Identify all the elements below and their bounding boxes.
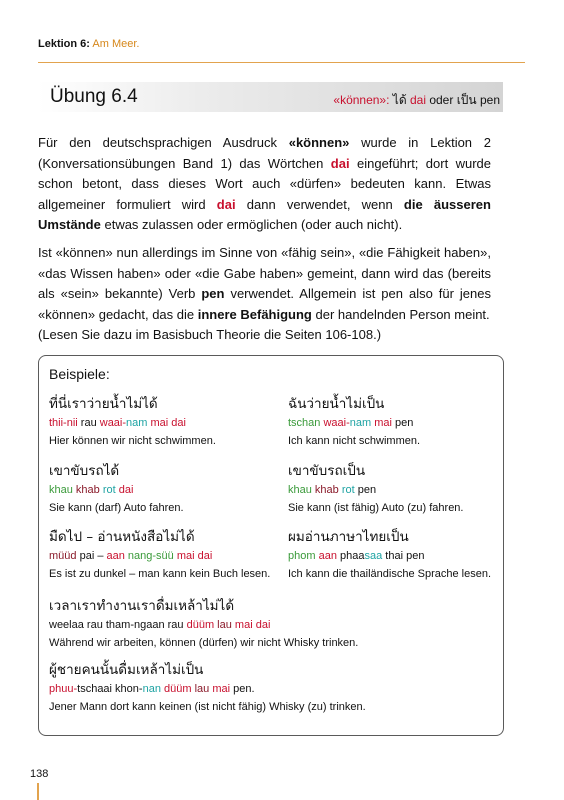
- example-1: ที่นี่เราว่ายน้ำไม่ได้ thii-nii rau waai-nam mai dai Hier können wir nicht schwimmen.: [49, 396, 216, 447]
- examples-title: Beispiele:: [49, 366, 110, 382]
- lesson-label: Lektion 6:: [38, 38, 90, 50]
- page-margin-mark: [37, 783, 39, 800]
- paragraph-pen: Ist «können» nun allerdings im Sinne von «fähig sein», «die Fähigkeit haben», «das Wissen haben» oder «die Gabe haben» gemeint, dann wird das (bereits als «sein» bekannte) Verb pen verwendet. Allgemein ist pen also für jenes «können» gedacht, das die innere Befähigung der handelnden Person meint. (Lesen Sie dazu im Basisbuch Theorie die Seiten 106-108.): [38, 245, 491, 343]
- example-7: เวลาเราทำงานเราดื่มเหล้าไม่ได้ weelaa rau tham-ngaan rau düüm lau mai dai Während wir arbeiten, können (dürfen) wir nicht Whisky trinken.: [49, 598, 359, 649]
- example-8: ผู้ชายคนนั้นดื่มเหล้าไม่เป็น phuu-tschaai khon-nan düüm lau mai pen. Jener Mann dort kann keinen (ist nicht fähig) Whisky (zu) trinken.: [49, 662, 366, 713]
- paragraph-dai: Für den deutschsprachigen Ausdruck «können» wurde in Lektion 2 (Konversationsübungen Band 1) das Wörtchen dai eingeführt; dort wurde schon betont, dass dieses Wort auch «dürfen» bedeuten kann. Etwas allgemeiner formuliert wird dai dann verwendet, wenn die äusseren Umstände etwas zulassen oder ermöglichen (oder auch nicht).: [38, 135, 492, 233]
- example-5: มืดไป – อ่านหนังสือไม่ได้ müüd pai – aan nang-süü mai dai Es ist zu dunkel – man kann kein Buch lesen.: [49, 529, 271, 580]
- page-number: 138: [30, 768, 49, 780]
- example-3-transliteration: khau khab rot dai: [49, 484, 134, 496]
- example-3: เขาขับรถได้ khau khab rot dai Sie kann (darf) Auto fahren.: [49, 463, 184, 514]
- exercise-title: Übung 6.4: [50, 86, 138, 107]
- example-8-transliteration: phuu-tschaai khon-nan düüm lau mai pen.: [49, 683, 255, 695]
- example-4: เขาขับรถเป็น khau khab rot pen Sie kann (ist fähig) Auto (zu) fahren.: [288, 463, 464, 514]
- example-7-transliteration: weelaa rau tham-ngaan rau düüm lau mai dai: [49, 619, 271, 631]
- example-6-transliteration: phom aan phaasaa thai pen: [288, 550, 425, 562]
- lesson-subtitle: Am Meer.: [92, 38, 140, 50]
- lesson-header: [38, 38, 139, 50]
- header-divider: [38, 62, 525, 63]
- example-2: ฉันว่ายน้ำไม่เป็น tschan waai-nam mai pen Ich kann nicht schwimmen.: [288, 396, 421, 447]
- example-2-transliteration: tschan waai-nam mai pen: [288, 417, 414, 429]
- example-5-transliteration: müüd pai – aan nang-süü mai dai: [49, 550, 213, 562]
- exercise-subtitle: «können»: ได้ dai oder เป็น pen: [333, 93, 500, 107]
- example-6: ผมอ่านภาษาไทยเป็น phom aan phaasaa thai pen Ich kann die thailändische Sprache lesen.: [288, 529, 492, 580]
- example-4-transliteration: khau khab rot pen: [288, 484, 377, 496]
- example-1-transliteration: thii-nii rau waai-nam mai dai: [49, 417, 186, 429]
